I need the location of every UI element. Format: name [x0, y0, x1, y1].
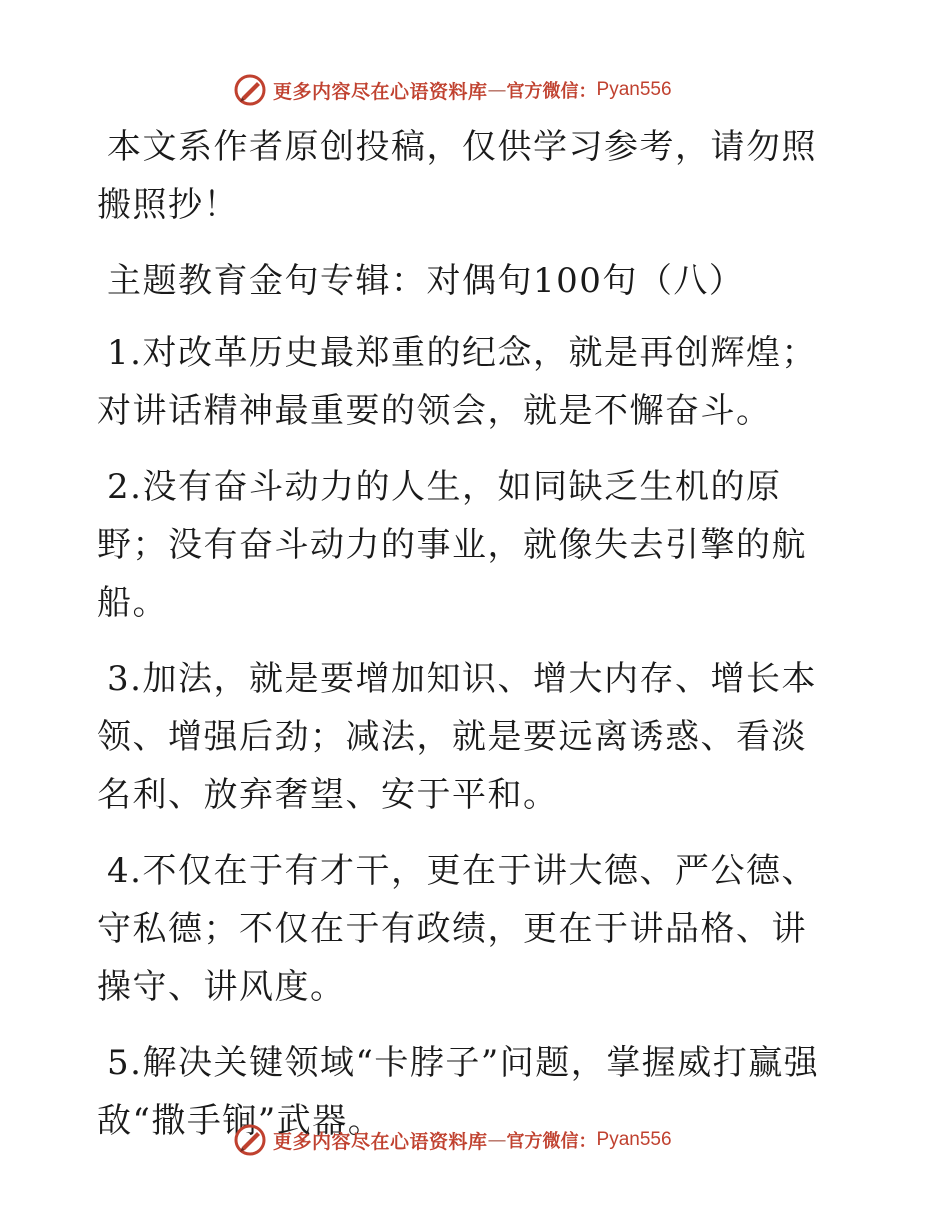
footer-watermark: [233, 1122, 672, 1158]
watermark-label: 官方微信：: [506, 1131, 597, 1152]
watermark-text: 更多内容尽在心语资料库: [273, 80, 488, 103]
document-body: [97, 118, 842, 1168]
sentence-4: 4.不仅在于有才干，更在于讲大德、严公德、守私德；不仅在于有政绩，更在于讲品格、讲操守、讲风度。: [97, 851, 817, 1007]
sentence-1: 1.对改革历史最郑重的纪念，就是再创辉煌；对讲话精神最重要的领会，就是不懈奋斗。: [97, 333, 817, 431]
sentence-2: 2.没有奋斗动力的人生，如同缺乏生机的原野；没有奋斗动力的事业，就像失去引擎的航船。: [97, 467, 807, 623]
sentence-5: 5.解决关键领域“卡脖子”问题，掌握威打赢强敌“撒手锏”武器。: [97, 1043, 820, 1141]
watermark-id: Pyan556: [596, 1129, 672, 1150]
sentence-3: 3.加法，就是要增加知识、增大内存、增长本领、增强后劲；减法，就是要远离诱惑、看淡名利、放弃奢望、安于平和。: [97, 659, 817, 815]
watermark-id: Pyan556: [596, 79, 672, 100]
logo-icon: [233, 1123, 267, 1157]
watermark-separator: —: [487, 1129, 507, 1151]
watermark-separator: —: [487, 79, 507, 101]
watermark-text: 更多内容尽在心语资料库: [273, 1130, 488, 1153]
logo-icon: [233, 73, 267, 107]
document-title: 主题教育金句专辑：对偶句100句（八）: [107, 261, 745, 301]
disclaimer: 本文系作者原创投稿，仅供学习参考，请勿照搬照抄！: [97, 127, 817, 225]
watermark-label: 官方微信：: [506, 81, 597, 102]
header-watermark: [233, 72, 672, 108]
